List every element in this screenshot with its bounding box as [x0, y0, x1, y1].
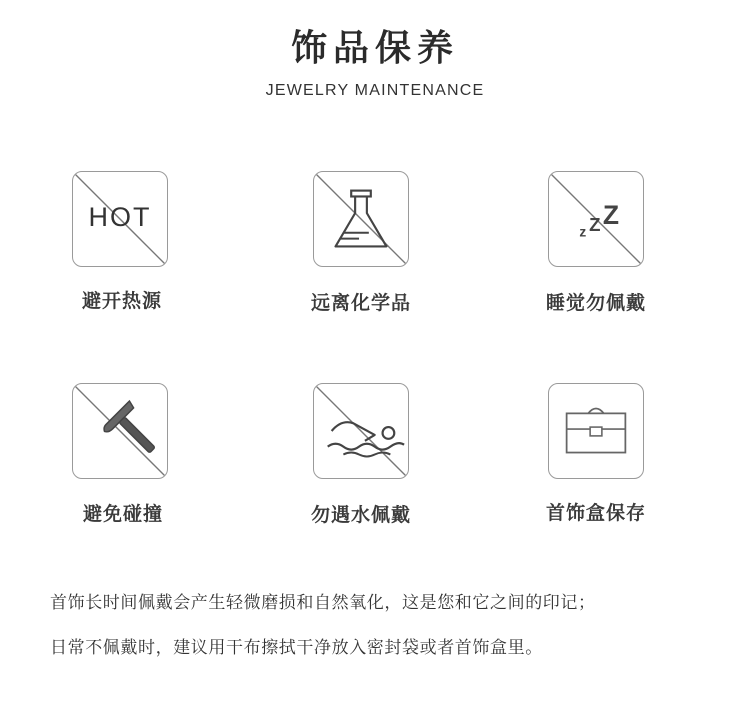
- jewelry-box-icon: [549, 384, 643, 478]
- svg-text:Z: Z: [589, 213, 601, 235]
- hammer-icon: [73, 384, 167, 478]
- card-hot: [72, 171, 168, 267]
- hot-icon: HOT: [88, 202, 152, 232]
- label-avoid-heat: 避开热源: [81, 290, 162, 312]
- label-avoid-chemicals: 远离化学品: [310, 292, 411, 314]
- card-water: [313, 383, 409, 479]
- page-title: 饰品保养: [290, 28, 459, 69]
- label-store-in-box: 首饰盒保存: [545, 502, 646, 524]
- card-hammer: [72, 383, 168, 479]
- card-chemicals: [313, 171, 409, 267]
- page-subtitle: JEWELRY MAINTENANCE: [265, 82, 485, 99]
- description-line-2: 日常不佩戴时，建议用干布擦拭干净放入密封袋或者首饰盒里。: [50, 638, 543, 658]
- card-jewelry-box: [548, 383, 644, 479]
- swimmer-icon: [314, 384, 408, 478]
- label-no-sleep-wear: 睡觉勿佩戴: [545, 292, 646, 314]
- flask-icon: [314, 172, 408, 266]
- svg-text:z: z: [579, 224, 587, 240]
- svg-text:Z: Z: [602, 199, 619, 230]
- description-line-1: 首饰长时间佩戴会产生轻微磨损和自然氧化，这是您和它之间的印记；: [50, 593, 596, 613]
- label-no-water-wear: 勿遇水佩戴: [310, 504, 411, 526]
- card-sleep: [548, 171, 644, 267]
- label-avoid-collision: 避免碰撞: [82, 503, 163, 525]
- sleep-zzz-icon: [549, 172, 643, 266]
